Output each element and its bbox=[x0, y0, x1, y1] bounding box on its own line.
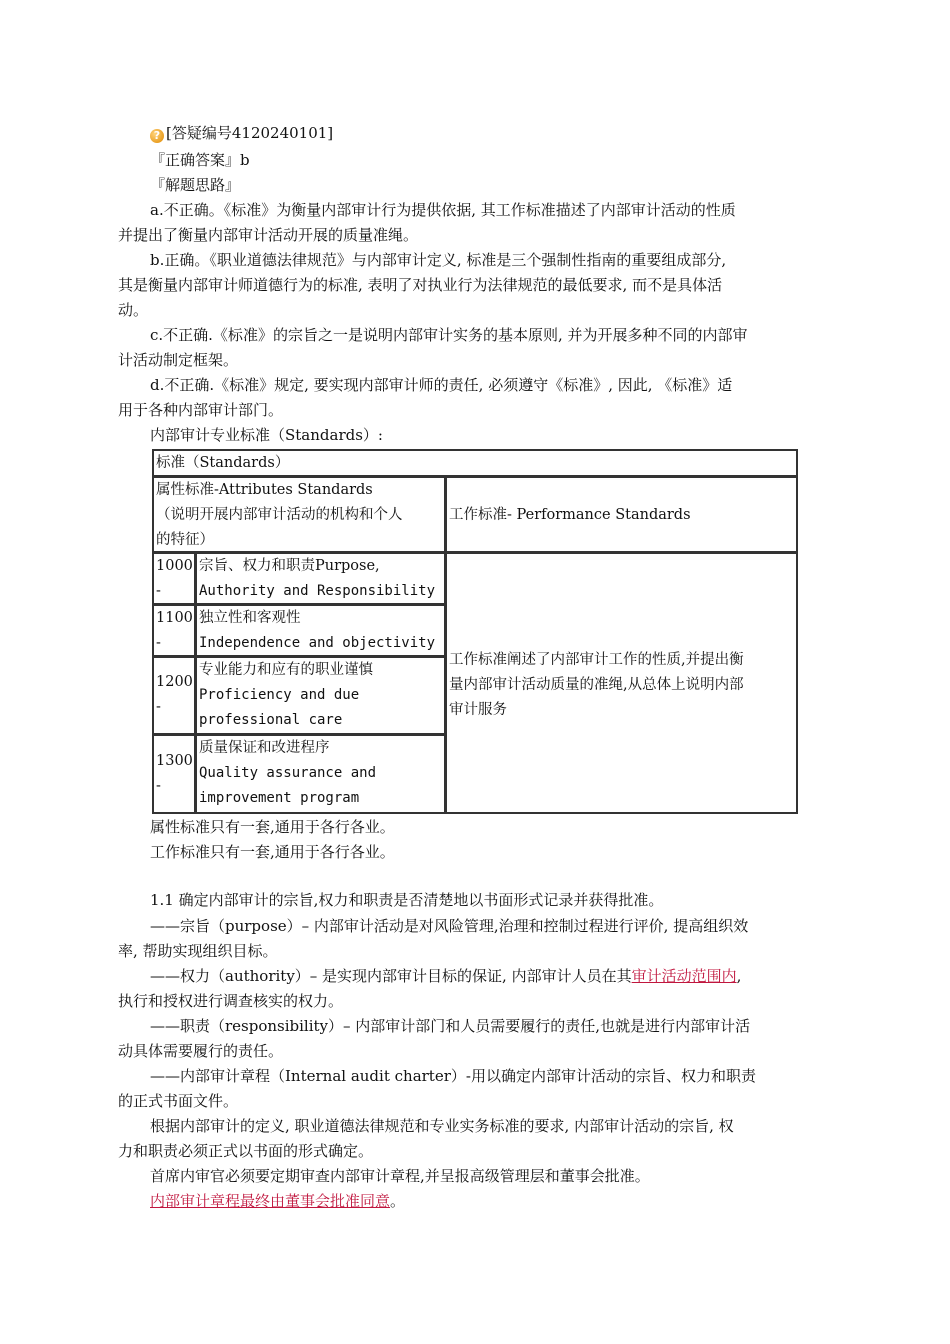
question-id: [答疑编号4120240101] bbox=[166, 124, 334, 142]
standard-desc-line: 独立性和客观性 bbox=[199, 610, 301, 626]
option-c-line-2: 计活动制定框架。 bbox=[118, 351, 239, 369]
option-d-line-1: d.不正确.《标准》规定, 要实现内部审计师的责任, 必须遵守《标准》, 因此, 《标准》适 bbox=[150, 376, 733, 394]
performance-desc-line: 量内部审计活动质量的准绳,从总体上说明内部 bbox=[449, 677, 744, 693]
table-title-cell bbox=[152, 449, 798, 477]
note-performance: 工作标准只有一套,通用于各行各业。 bbox=[150, 843, 395, 861]
section-heading: 1.1 确定内部审计的宗旨,权力和职责是否清楚地以书面形式记录并获得批准。 bbox=[150, 891, 664, 909]
authority-punct: , bbox=[736, 967, 742, 985]
board-approval-link[interactable]: 内部审计章程最终由董事会批准同意 bbox=[150, 1192, 391, 1210]
standard-code-cell bbox=[152, 734, 196, 814]
option-b-line-2: 其是衡量内部审计师道德行为的标准, 表明了对执业行为法律规范的最低要求, 而不是具体活 bbox=[118, 276, 723, 294]
performance-standards-desc bbox=[445, 552, 798, 814]
audit-scope-link[interactable]: 审计活动范围内 bbox=[631, 967, 737, 985]
option-d-line-2: 用于各种内部审计部门。 bbox=[118, 401, 284, 419]
standard-code: 1000 bbox=[156, 558, 193, 574]
final-punct: 。 bbox=[390, 1192, 406, 1210]
standard-code: 1200 bbox=[156, 674, 193, 690]
correct-answer: 『正确答案』b bbox=[150, 151, 250, 169]
standard-desc-line: Independence and objectivity bbox=[199, 635, 436, 651]
attribute-header-line: 属性标准-Attributes Standards bbox=[156, 482, 373, 498]
standard-desc-cell bbox=[195, 656, 446, 735]
standard-desc-line: 专业能力和应有的职业谨慎 bbox=[199, 662, 373, 678]
authority-text: ——权力（authority）– 是实现内部审计目标的保证, 内部审计人员在其 bbox=[150, 967, 632, 985]
attribute-header-line: （说明开展内部审计活动的机构和个人 bbox=[156, 507, 403, 523]
standard-desc-line: 质量保证和改进程序 bbox=[199, 740, 330, 756]
option-c-line-1: c.不正确.《标准》的宗旨之一是说明内部审计实务的基本原则, 并为开展多种不同的内部审 bbox=[150, 326, 748, 344]
standard-code-dash: - bbox=[156, 699, 161, 715]
standard-desc-line: professional care bbox=[199, 712, 343, 728]
option-b-line-1: b.正确。《职业道德法律规范》与内部审计定义, 标准是三个强制性指南的重要组成部分, bbox=[150, 251, 727, 269]
authority-line-1 bbox=[150, 964, 833, 989]
standard-code: 1300 bbox=[156, 753, 193, 769]
purpose-line-2: 率, 帮助实现组织目标。 bbox=[118, 942, 278, 960]
authority-line-2: 执行和授权进行调查核实的权力。 bbox=[118, 992, 344, 1010]
standard-code-dash: - bbox=[156, 583, 161, 599]
standard-desc-cell bbox=[195, 734, 446, 814]
note-attribute: 属性标准只有一套,通用于各行各业。 bbox=[150, 818, 395, 836]
performance-header-text: 工作标准- Performance Standards bbox=[449, 507, 691, 523]
option-b-line-3: 动。 bbox=[118, 301, 149, 319]
standard-code-cell bbox=[152, 552, 196, 605]
option-a-line-2: 并提出了衡量内部审计活动开展的质量准绳。 bbox=[118, 226, 419, 244]
charter-review: 首席内审官必须要定期审查内部审计章程,并呈报高级管理层和董事会批准。 bbox=[150, 1167, 650, 1185]
standard-desc-line: Proficiency and due bbox=[199, 687, 360, 703]
charter-line-2: 的正式书面文件。 bbox=[118, 1092, 239, 1110]
standard-code: 1100 bbox=[156, 610, 193, 626]
responsibility-line-1: ——职责（responsibility）– 内部审计部门和人员需要履行的责任,也就是进行内部审计活 bbox=[150, 1017, 751, 1035]
standard-desc-cell bbox=[195, 604, 446, 657]
standard-code-cell bbox=[152, 656, 196, 735]
standard-desc-line: Authority and Responsibility bbox=[199, 583, 436, 599]
attribute-header-line: 的特征） bbox=[156, 532, 214, 548]
standard-code-cell bbox=[152, 604, 196, 657]
standard-desc-line: improvement program bbox=[199, 790, 360, 806]
standard-desc-cell bbox=[195, 552, 446, 605]
definition-line-2: 力和职责必须正式以书面的形式确定。 bbox=[118, 1142, 374, 1160]
performance-desc-line: 工作标准阐述了内部审计工作的性质,并提出衡 bbox=[449, 652, 744, 668]
standard-code-dash: - bbox=[156, 635, 161, 651]
standard-desc-line: 宗旨、权力和职责Purpose, bbox=[199, 558, 380, 574]
question-id-line bbox=[150, 121, 833, 146]
standards-table bbox=[152, 449, 798, 814]
option-a-line-1: a.不正确。《标准》为衡量内部审计行为提供依据, 其工作标准描述了内部审计活动的性质 bbox=[150, 201, 736, 219]
performance-standards-header bbox=[445, 476, 798, 553]
solution-approach-label: 『解题思路』 bbox=[150, 176, 241, 194]
question-mark-icon[interactable]: ? bbox=[150, 129, 164, 143]
final-approval-line bbox=[150, 1189, 833, 1214]
charter-line-1: ——内部审计章程（Internal audit charter）-用以确定内部审计活动的宗旨、权力和职责 bbox=[150, 1067, 756, 1085]
performance-desc-line: 审计服务 bbox=[449, 702, 507, 718]
table-title: 标准（Standards） bbox=[156, 455, 290, 471]
attribute-standards-header bbox=[152, 476, 446, 553]
standard-desc-line: Quality assurance and bbox=[199, 765, 377, 781]
definition-line-1: 根据内部审计的定义, 职业道德法律规范和专业实务标准的要求, 内部审计活动的宗旨, 权 bbox=[150, 1117, 734, 1135]
responsibility-line-2: 动具体需要履行的责任。 bbox=[118, 1042, 284, 1060]
purpose-line-1: ——宗旨（purpose）– 内部审计活动是对风险管理,治理和控制过程进行评价, 提高组织效 bbox=[150, 917, 749, 935]
standard-code-dash: - bbox=[156, 778, 161, 794]
table-caption: 内部审计专业标准（Standards）: bbox=[150, 426, 383, 444]
